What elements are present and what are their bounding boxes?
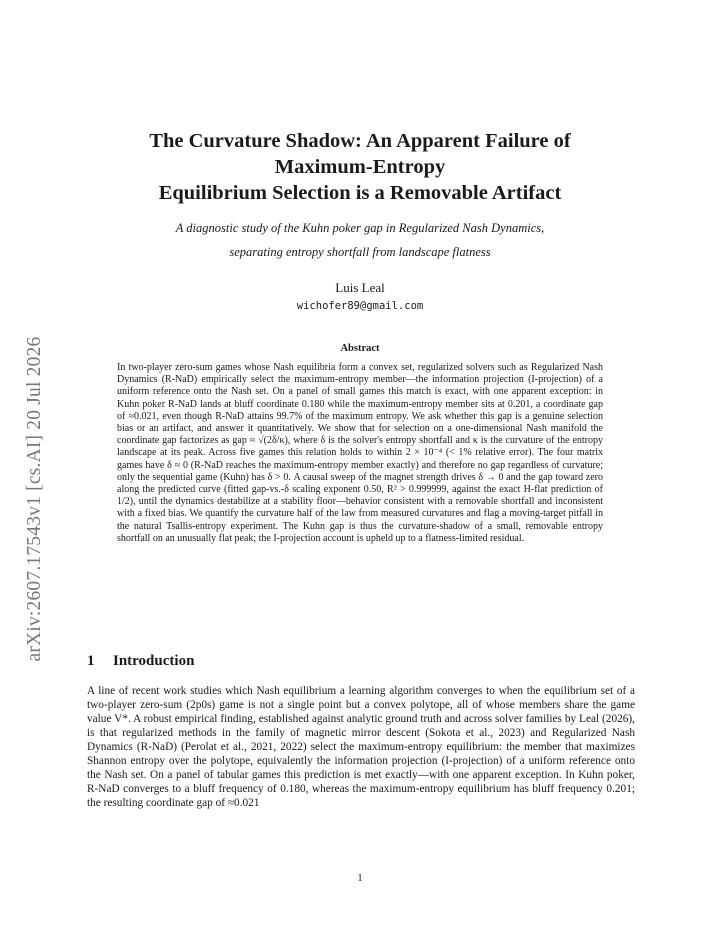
title-line: Maximum-Entropy	[274, 156, 446, 178]
subtitle-line: A diagnostic study of the Kuhn poker gap in Regularized Nash Dynamics,	[175, 221, 545, 235]
introduction-text: A line of recent work studies which Nash equilibrium a learning algorithm converges to when the equilibrium set of a two-player zero-sum (2p0s) game is not a single point but a convex polytope, all of whose members share the game value V*. A robust empirical finding, established against analytic ground truth and across solver families by Leal (2026), is that regularized methods in the family of magnetic mirror descent (Sokota et al., 2023) and Regularized Nash Dynamics (R-NaD) (Perolat et al., 2021, 2022) select the maximum-entropy equilibrium: the member that maximizes Shannon entropy over the polytope, equivalently the information projection (I-projection) of a uniform reference onto the Nash set. On a panel of tabular games this prediction is met exactly—with one apparent exception. In Kuhn poker, R-NaD converges to a bluff frequency of 0.180, whereas the maximum-entropy equilibrium has bluff frequency 0.201; the resulting coordinate gap of ≈0.021	[87, 685, 635, 809]
arxiv-sidebar	[10, 336, 60, 662]
arxiv-stamp: arXiv:2607.17543v1 [cs.AI] 20 Jul 2026	[24, 336, 45, 662]
subtitle-line: separating entropy shortfall from landscape flatness	[229, 245, 491, 259]
author-email: wichofer89@gmail.com	[296, 300, 424, 312]
page-number: 1	[357, 872, 363, 884]
title-line: The Curvature Shadow: An Apparent Failure of	[149, 130, 571, 152]
paper-subtitle	[110, 216, 610, 264]
title-line: Equilibrium Selection is a Removable Artifact	[158, 182, 562, 204]
section-title: Introduction	[113, 653, 195, 669]
section-number: 1	[87, 653, 95, 669]
author-name: Luis Leal	[335, 280, 385, 295]
section-heading	[87, 653, 194, 670]
abstract-text: In two-player zero-sum games whose Nash equilibria form a convex set, regularized solvers such as Regularized Nash Dynamics (R-NaD) empirically select the maximum-entropy member—the information projection (I-projection) of a uniform reference onto the Nash set. On a panel of small games this match is exact, with one apparent exception: in Kuhn poker R-NaD lands at bluff coordinate 0.180 while the maximum-entropy member sits at 0.201, a coordinate gap of ≈0.021, even though R-NaD attains 99.7% of the maximum entropy. We ask whether this gap is a genuine selection bias or an artifact, and answer it quantitatively. We show that for selection on a one-dimensional Nash manifold the coordinate gap factorizes as gap ≈ √(2δ/κ), where δ is the solver's entropy shortfall and κ is the curvature of the entropy landscape at its peak. Across five games this relation holds to within 2 × 10⁻⁴ (< 1% relative error). The four matrix games have δ ≈ 0 (R-NaD reaches the maximum-entropy member exactly) and therefore no gap regardless of curvature; only the sequential game (Kuhn) has δ > 0. A causal sweep of the magnet strength drives δ → 0 and the gap toward zero along the predicted curve (fitted gap-vs.-δ scaling exponent 0.50, R² > 0.999999, against the exact H-flat prediction of 1/2), until the dynamics destabilize at a stability floor—behavior consistent with a removable shortfall and inconsistent with a fixed bias. We quantify the curvature half of the law from measured curvatures and flag a moving-target pitfall in the natural Tsallis-entropy experiment. The Kuhn gap is thus the curvature-shadow of a small, removable entropy shortfall on an unusually flat peak; the I-projection account is upheld up to a flatness-limited residual.	[117, 362, 603, 544]
paper-title	[100, 128, 620, 206]
abstract-heading: Abstract	[340, 343, 380, 354]
